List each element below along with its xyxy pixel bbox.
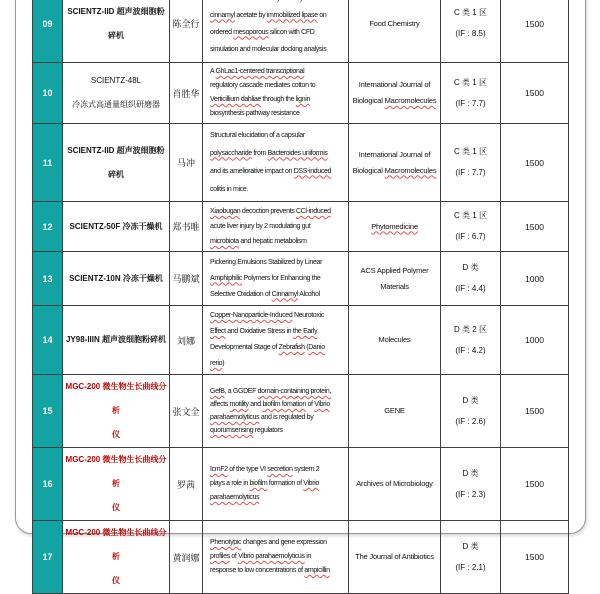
table-row xyxy=(33,448,569,521)
award-amount-cell: 1000 xyxy=(501,252,569,306)
paper-title-cell: Xiaobugan decoction prevents CCl-induced acute liver injury by 2 modulating gut microbiota and hepatic metabolism xyxy=(203,202,349,252)
paper-title-cell: Copper-Nanoparticle-Induced Neurotoxic Effect and Oxidative Stress in the Early Developmental Stage of Zebrafish (Danio rerio) xyxy=(203,306,349,375)
spellcheck-underline: IcmF2 xyxy=(210,466,228,473)
spellcheck-underline: parahaemolyticus xyxy=(210,414,260,421)
instrument-cell: SCIENTZ-IID 超声波细胞粉碎机 xyxy=(63,0,170,63)
impact-factor-label: (IF : 8.5) xyxy=(455,29,486,38)
impact-factor-label: (IF : 7.7) xyxy=(455,98,486,108)
class-if-cell xyxy=(441,306,501,375)
person-name-cell: 肖胜华 xyxy=(170,63,203,124)
person-name-cell: 张文全 xyxy=(170,375,203,448)
row-number-cell: 17 xyxy=(33,521,63,594)
table-row xyxy=(33,0,569,63)
class-if-cell xyxy=(441,521,501,594)
impact-factor-label: (IF : 2.1) xyxy=(455,562,486,572)
award-amount-cell: 1500 xyxy=(501,124,569,202)
class-if-cell xyxy=(441,252,501,306)
spellcheck-underline: GefB xyxy=(210,388,225,395)
instrument-cell: JY98-IIIN 超声波细胞粉碎机 xyxy=(63,306,170,375)
impact-factor-label: (IF : 2.6) xyxy=(455,416,486,426)
impact-factor-label: (IF : 6.7) xyxy=(455,232,486,241)
spellcheck-underline: Bacteroides uniformis xyxy=(267,149,328,157)
journal-class-label: D 类 xyxy=(462,468,479,478)
journal-cell: GENE xyxy=(349,375,441,448)
row-number-cell: 10 xyxy=(33,63,63,124)
journal-cell: Molecules xyxy=(349,306,441,375)
instrument-cell: MGC-200 微生物生长曲线分析 仪 xyxy=(63,375,170,448)
person-name-cell: 陈全行 xyxy=(170,0,203,63)
award-amount-cell: 1500 xyxy=(501,0,569,63)
person-name-cell: 马冲 xyxy=(170,124,203,202)
impact-factor-label: (IF : 2.3) xyxy=(455,489,486,499)
spellcheck-underline: motility xyxy=(229,401,249,408)
spellcheck-underline: Macromolecules xyxy=(384,96,437,105)
journal-cell: International Journal of Biological Macromolecules xyxy=(349,124,441,202)
spellcheck-underline: Danio xyxy=(308,344,325,351)
person-name-cell: 郑书唯 xyxy=(170,202,203,252)
spellcheck-underline: lignin xyxy=(295,96,310,103)
table-row xyxy=(33,375,569,448)
spellcheck-underline: parahaemolyticus xyxy=(210,494,260,501)
person-name-cell: 刘娜 xyxy=(170,306,203,375)
reward-table xyxy=(32,0,569,594)
spellcheck-underline: microbiota xyxy=(210,238,239,245)
journal-cell: Food Chemistry xyxy=(349,0,441,63)
row-number-cell: 12 xyxy=(33,202,63,252)
instrument-cell: MGC-200 微生物生长曲线分析 仪 xyxy=(63,521,170,594)
journal-class-label: C 类 1 区 xyxy=(454,77,487,87)
journal-cell: International Journal of Biological Macromolecules xyxy=(349,63,441,124)
paper-title-cell: cinnamyl acetate by immobilized lipase on ordered mesoporous silicon with CFD simulation and molecular docking analysis xyxy=(203,0,349,63)
journal-cell xyxy=(349,202,441,252)
spellcheck-underline: Vibrio xyxy=(314,401,330,408)
journal-class-label: C 类 1 区 xyxy=(454,211,487,220)
impact-factor-label: (IF : 7.7) xyxy=(455,168,486,177)
spellcheck-underline: biofilm xyxy=(249,480,268,487)
spellcheck-underline: CCl-induced xyxy=(295,208,331,215)
journal-class-label: D 类 xyxy=(462,395,479,405)
journal-class-label: C 类 1 区 xyxy=(454,8,487,17)
instrument-cell: SCIENTZ-IID 超声波细胞粉碎机 xyxy=(63,124,170,202)
journal-class-label: D 类 2 区 xyxy=(454,324,487,334)
row-number-cell: 14 xyxy=(33,306,63,375)
spellcheck-underline: Verticillium dahliae xyxy=(210,96,261,103)
row-number-cell: 16 xyxy=(33,448,63,521)
award-amount-cell: 1500 xyxy=(501,202,569,252)
spellcheck-underline: Macromolecules xyxy=(384,165,437,175)
instrument-cell: SCIENTZ-48L 冷冻式高通量组织研磨器 xyxy=(63,63,170,124)
table-row xyxy=(33,306,569,375)
award-amount-cell: 1500 xyxy=(501,521,569,594)
paper-title-cell: IcmF2 of the type VI secretion system 2 plays a role in biofilm formation of Vibrio parahaemolyticus xyxy=(203,448,349,521)
instrument-cell: SCIENTZ-50F 冷冻干燥机 xyxy=(63,202,170,252)
spellcheck-underline: cinnamyl xyxy=(210,11,235,19)
spellcheck-underline: mesoporous xyxy=(233,28,269,36)
spellcheck-underline: Xiaobugan xyxy=(210,208,241,215)
paper-title-cell: GefB, a GGDEF domain-containing protein, affects motility and biofilm fomation of Vibrio parahaemolyticus and is regulated by quorumsensing regulators xyxy=(203,375,349,448)
spellcheck-underline: GhLac1-centered transcriptional xyxy=(215,68,305,75)
class-if-cell xyxy=(441,448,501,521)
row-number-cell: 11 xyxy=(33,124,63,202)
award-amount-cell: 1500 xyxy=(501,63,569,124)
journal-class-label: C 类 1 区 xyxy=(454,147,487,156)
spellcheck-underline: profiles xyxy=(210,553,230,560)
spellcheck-underline: biofilm fomation xyxy=(262,401,306,408)
class-if-cell xyxy=(441,63,501,124)
paper-title-cell: A GhLac1-centered transcriptional regulatory cascade mediates cotton to Verticillium dahliae through the lignin biosynthesis pathway resistance xyxy=(203,63,349,124)
award-amount-cell: 1000 xyxy=(501,306,569,375)
person-name-cell: 黄润娜 xyxy=(170,521,203,594)
reward-table-body xyxy=(33,0,569,594)
journal-cell: Archives of Microbiology xyxy=(349,448,441,521)
class-if-cell xyxy=(441,124,501,202)
award-amount-cell: 1500 xyxy=(501,375,569,448)
spellcheck-underline: Amphiphilic xyxy=(210,274,242,282)
spellcheck-underline: Vibrio xyxy=(303,480,319,487)
spellcheck-underline: Zebrafish xyxy=(278,344,305,351)
paper-title-cell: Structural elucidation of a capsular polysaccharide from Bacteroides uniformis and its ameliorative impact on DSS-induced colitis in mice. xyxy=(203,124,349,202)
instrument-cell: SCIENTZ-10N 冷冻干燥机 xyxy=(63,252,170,306)
spellcheck-underline: domain-containing protein, xyxy=(257,388,332,395)
spellcheck-underline: ampicillin xyxy=(304,567,330,574)
journal-cell: ACS Applied Polymer Materials xyxy=(349,252,441,306)
award-amount-cell: 1500 xyxy=(501,448,569,521)
table-row xyxy=(33,252,569,306)
spellcheck-underline: Phytomedicine xyxy=(371,221,418,231)
impact-factor-label: (IF : 4.2) xyxy=(455,345,486,355)
table-row xyxy=(33,202,569,252)
journal-class-label: D 类 xyxy=(462,263,479,272)
spellcheck-underline: Cinnamyl xyxy=(271,290,298,298)
row-number-cell: 09 xyxy=(33,0,63,63)
table-row xyxy=(33,63,569,124)
document-card xyxy=(15,0,586,585)
spellcheck-underline: the Early xyxy=(292,328,318,335)
spellcheck-underline: polysaccharide xyxy=(210,149,252,157)
impact-factor-label: (IF : 4.4) xyxy=(455,284,486,293)
spellcheck-underline: Vibrio parahaemolyticus xyxy=(238,553,305,560)
spellcheck-underline: rerio xyxy=(210,360,223,367)
table-row xyxy=(33,124,569,202)
class-if-cell xyxy=(441,0,501,63)
spellcheck-underline: secretion xyxy=(267,466,293,473)
spellcheck-underline: DSS-induced xyxy=(293,167,332,175)
person-name-cell: 罗茜 xyxy=(170,448,203,521)
spellcheck-underline: Effect xyxy=(210,328,226,335)
paper-title-cell: Phenotypic changes and gene expression profiles of Vibrio parahaemolyticus in response to low concentrations of ampicillin xyxy=(203,521,349,594)
journal-cell: The Journal of Antibiotics xyxy=(349,521,441,594)
paper-title-cell: Pickering Emulsions Stabilized by Linear Amphiphilic Polymers for Enhancing the Selective Oxidation of Cinnamyl Alcohol xyxy=(203,252,349,306)
spellcheck-underline: immobilized lipase xyxy=(266,11,318,19)
instrument-cell: MGC-200 微生物生长曲线分析 仪 xyxy=(63,448,170,521)
spellcheck-underline: quorumsensing xyxy=(210,427,254,434)
spellcheck-underline: Copper-Nanoparticle-Induced xyxy=(210,312,293,319)
class-if-cell xyxy=(441,202,501,252)
spellcheck-underline: Phenotypic xyxy=(210,539,242,546)
table-row xyxy=(33,521,569,594)
person-name-cell: 马鹏斌 xyxy=(170,252,203,306)
journal-class-label: D 类 xyxy=(462,541,479,551)
row-number-cell: 15 xyxy=(33,375,63,448)
class-if-cell xyxy=(441,375,501,448)
row-number-cell: 13 xyxy=(33,252,63,306)
